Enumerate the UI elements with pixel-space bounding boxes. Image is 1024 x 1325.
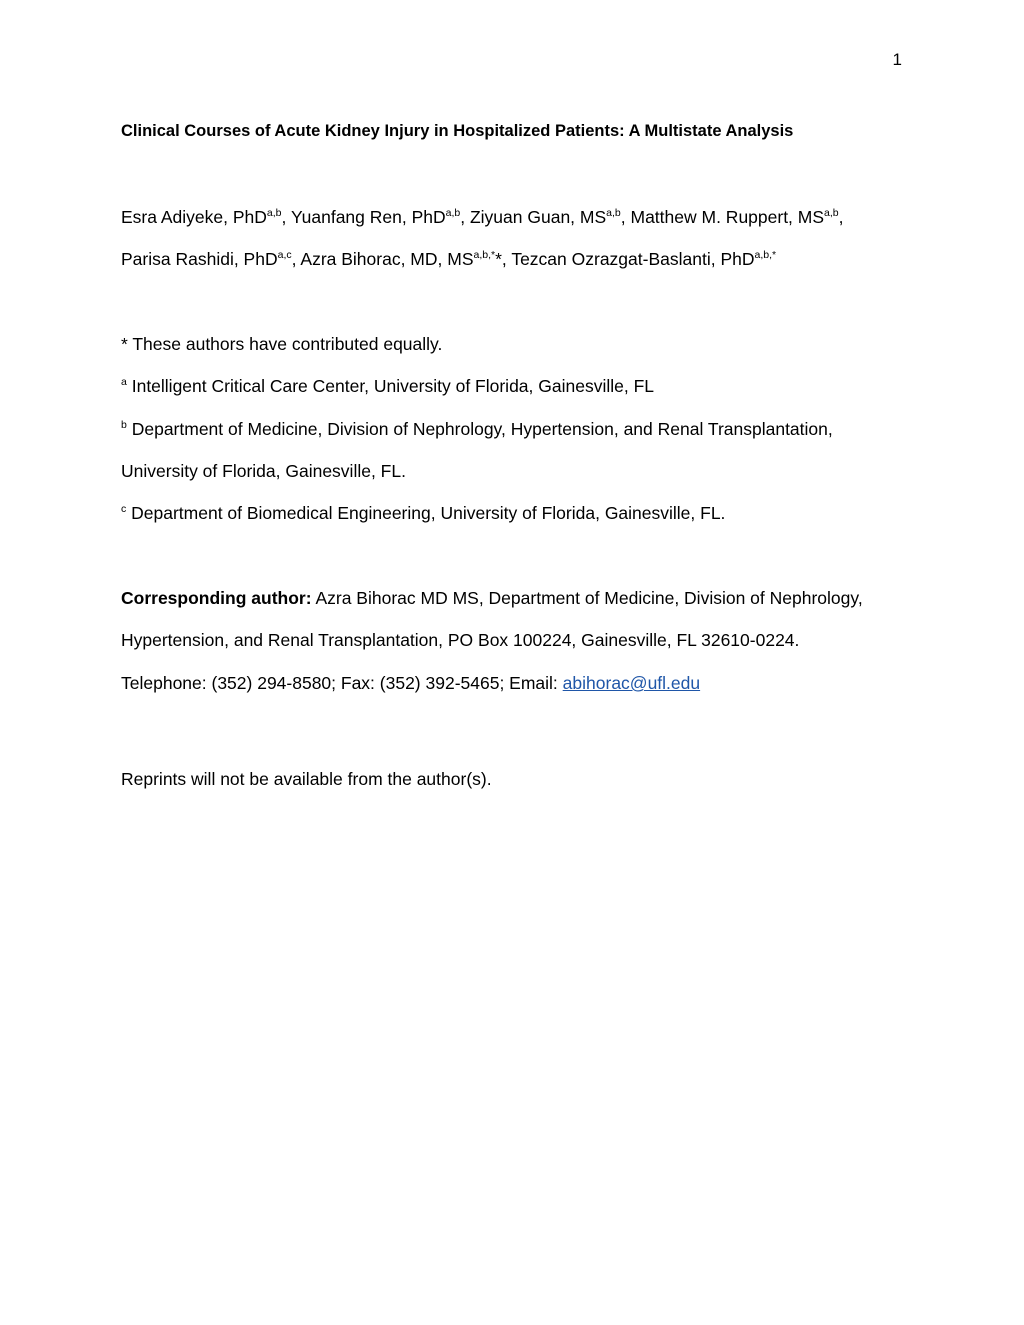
email-link[interactable]: abihorac@ufl.edu	[562, 673, 701, 693]
author-affiliation-mark: a,b,*	[754, 249, 777, 261]
corresponding-line-2: Hypertension, and Renal Transplantation, PO Box 100224, Gainesville, FL 32610-0224.	[121, 630, 800, 650]
author-affiliation-mark: a,b	[266, 207, 282, 219]
author-separator: ,	[620, 207, 631, 227]
author-affiliation-mark: a,b	[606, 207, 621, 219]
affiliation-b	[121, 418, 833, 440]
author-separator: *,	[495, 249, 512, 269]
affiliation-c	[121, 502, 725, 524]
paper-title: Clinical Courses of Acute Kidney Injury in Hospitalized Patients: A Multistate Analysis	[121, 122, 794, 140]
page-number: 1	[892, 50, 902, 69]
author-separator: ,	[460, 207, 470, 227]
affiliation-mark: a	[121, 376, 127, 388]
author-name: Esra Adiyeke, PhD	[121, 207, 267, 227]
author-name: Ziyuan Guan, MS	[469, 207, 607, 227]
contact-prefix: Telephone: (352) 294-8580; Fax: (352) 392-5465; Email:	[121, 673, 563, 693]
author-affiliation-mark: a,c	[277, 249, 292, 261]
corresponding-text: Azra Bihorac MD MS, Department of Medicine, Division of Nephrology,	[311, 588, 863, 608]
corresponding-line-1	[121, 587, 863, 609]
author-name: Azra Bihorac, MD, MS	[300, 249, 474, 269]
affiliation-a	[121, 375, 654, 397]
author-name: Tezcan Ozrazgat-Baslanti, PhD	[511, 249, 755, 269]
affiliation-mark: b	[121, 419, 127, 431]
author-affiliation-mark: a,b	[445, 207, 461, 219]
corresponding-label: Corresponding author:	[121, 588, 312, 608]
author-name: Yuanfang Ren, PhD	[290, 207, 446, 227]
author-affiliation-mark: a,b,*	[473, 249, 496, 261]
author-separator: ,	[281, 207, 291, 227]
author-separator: ,	[838, 207, 844, 227]
affiliation-text: Intelligent Critical Care Center, University of Florida, Gainesville, FL	[131, 376, 655, 396]
reprints-note: Reprints will not be available from the author(s).	[121, 769, 492, 789]
affiliation-text: Department of Biomedical Engineering, University of Florida, Gainesville, FL.	[131, 503, 726, 523]
affiliation-text: Department of Medicine, Division of Nephrology, Hypertension, and Renal Transplantation,	[131, 419, 833, 439]
author-name: Matthew M. Ruppert, MS	[630, 207, 825, 227]
author-line-2	[121, 248, 776, 270]
affiliation-b-continuation: University of Florida, Gainesville, FL.	[121, 461, 406, 481]
author-line-1	[121, 206, 844, 228]
author-separator: ,	[291, 249, 301, 269]
equal-contribution-note: * These authors have contributed equally.	[121, 334, 443, 354]
contact-line	[121, 672, 700, 694]
author-name: Parisa Rashidi, PhD	[121, 249, 278, 269]
affiliation-mark: c	[121, 503, 127, 515]
author-affiliation-mark: a,b	[824, 207, 839, 219]
